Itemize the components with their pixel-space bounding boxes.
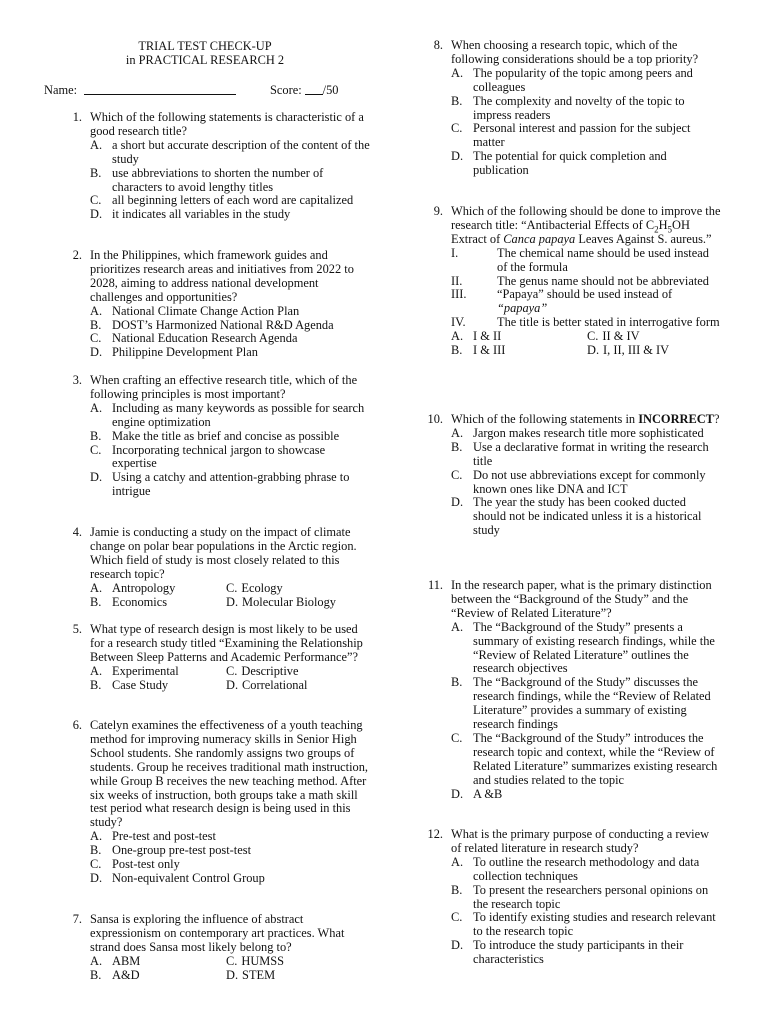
option-d[interactable]: D. Correlational — [226, 677, 308, 692]
question-5 — [60, 623, 370, 693]
question-text: Which of the following statements in INCORRECT? — [451, 412, 720, 426]
roman-statements — [451, 247, 721, 330]
option-c[interactable]: C. The “Background of the Study” introduces the research topic and context, while the “Review of Related Literature” summarizes existing research and studies related to the topic — [451, 730, 718, 787]
question-number: 3. — [72, 373, 82, 387]
question-number: 2. — [72, 248, 82, 262]
option-d[interactable]: D. I, II, III & IV — [587, 343, 670, 358]
question-number: 8. — [433, 38, 443, 52]
options-grid — [451, 330, 721, 358]
option-c[interactable]: C. Incorporating technical jargon to showcase expertise — [90, 442, 326, 471]
option-b[interactable]: B. Economics — [90, 594, 168, 609]
option-c[interactable]: C. all beginning letters of each word are capitalized — [90, 193, 354, 208]
option-a[interactable]: A. The popularity of the topic among peers and colleagues — [451, 65, 693, 94]
option-b[interactable]: B. To present the researchers personal opinions on the research topic — [451, 882, 709, 911]
question-number: 4. — [72, 525, 82, 539]
question-text: Sansa is exploring the influence of abstract expressionism on contemporary art practices. What strand does Sansa most likely belong to? — [90, 912, 345, 954]
options-grid — [90, 665, 370, 693]
name-label: Name: — [44, 83, 78, 97]
option-a[interactable]: A. Jargon makes research title more sophisticated — [451, 425, 704, 440]
statement-i: I. The chemical name should be used instead of the formula — [451, 245, 709, 274]
question-text: When crafting an effective research title, which of the following principles is most important? — [90, 373, 358, 401]
option-d[interactable]: D. Philippine Development Plan — [90, 345, 258, 360]
question-6 — [60, 719, 370, 886]
title-line-1: TRIAL TEST CHECK-UP — [138, 39, 272, 53]
question-number: 9. — [433, 204, 443, 218]
question-number: 12. — [427, 827, 443, 841]
score-label: Score: — [270, 83, 302, 97]
question-number: 1. — [72, 110, 82, 124]
option-a[interactable]: A. To outline the research methodology and data collection techniques — [451, 854, 700, 883]
options-list — [90, 139, 370, 222]
option-b[interactable]: B. use abbreviations to shorten the number of characters to avoid lengthy titles — [90, 165, 324, 194]
option-d[interactable]: D. STEM — [226, 967, 276, 982]
option-c[interactable]: C. HUMSS — [226, 953, 285, 968]
option-d[interactable]: D. The year the study has been cooked ducted should not be indicated unless it is a historical study — [451, 495, 702, 538]
options-grid — [90, 955, 370, 983]
option-c[interactable]: C. Ecology — [226, 580, 283, 595]
options-list — [90, 402, 370, 499]
question-12 — [421, 828, 721, 967]
option-d[interactable]: D. A &B — [451, 786, 503, 801]
option-c[interactable]: C. Personal interest and passion for the subject matter — [451, 121, 691, 150]
question-4 — [60, 526, 370, 609]
option-d[interactable]: D. The potential for quick completion and publication — [451, 149, 667, 178]
option-c[interactable]: C. National Education Research Agenda — [90, 331, 298, 346]
option-b[interactable]: B. DOST’s Harmonized National R&D Agenda — [90, 317, 334, 332]
options-list — [451, 427, 721, 538]
statement-iv: IV. The title is better stated in interrogative form — [451, 315, 720, 330]
option-c[interactable]: C. To identify existing studies and research relevant to the research topic — [451, 910, 716, 939]
test-title — [40, 40, 370, 68]
option-b[interactable]: B. Make the title as brief and concise as possible — [90, 428, 340, 443]
question-number: 6. — [72, 718, 82, 732]
option-d[interactable]: D. To introduce the study participants in their characteristics — [451, 938, 684, 967]
option-d[interactable]: D. Molecular Biology — [226, 594, 336, 609]
question-text: Jamie is conducting a study on the impact of climate change on polar bear populations in the Arctic region. Which field of study is most closely related to this research topic? — [90, 525, 357, 581]
question-text: What type of research design is most likely to be used for a research study titled “Examining the Relationship Between Sleep Patterns and Academic Performance”? — [90, 622, 363, 664]
option-c[interactable]: C. Do not use abbreviations except for commonly known ones like DNA and ICT — [451, 467, 706, 496]
options-list — [90, 305, 370, 361]
score-blank-line[interactable] — [305, 94, 323, 95]
option-b[interactable]: B. I & III — [451, 343, 506, 358]
question-number: 7. — [72, 912, 82, 926]
option-a[interactable]: A. Antropology — [90, 580, 176, 595]
name-field[interactable] — [44, 84, 236, 98]
question-1 — [60, 111, 370, 222]
question-9 — [421, 205, 721, 358]
question-text: In the research paper, what is the primary distinction between the “Background of the Study” and the “Review of Related Literature”? — [451, 578, 712, 620]
options-list — [451, 621, 721, 802]
options-list — [451, 856, 721, 967]
question-number: 11. — [427, 578, 443, 592]
question-text: In the Philippines, which framework guides and prioritizes research areas and initiatives from 2022 to 2028, aiming to address national development challenges and opportunities? — [90, 248, 354, 304]
option-d[interactable]: D. Non-equivalent Control Group — [90, 870, 265, 885]
question-text: When choosing a research topic, which of the following considerations should be a top priority? — [451, 38, 699, 66]
option-b[interactable]: B. Use a declarative format in writing the research title — [451, 439, 709, 468]
score-total: /50 — [322, 83, 339, 97]
question-7 — [60, 913, 370, 983]
option-a[interactable]: A. Pre-test and post-test — [90, 829, 216, 844]
question-11 — [421, 579, 721, 802]
question-3 — [60, 374, 370, 499]
statement-ii: II. The genus name should not be abbreviated — [451, 273, 709, 288]
question-10 — [421, 413, 721, 538]
option-a[interactable]: A. ABM — [90, 953, 141, 968]
option-d[interactable]: D. it indicates all variables in the study — [90, 207, 291, 222]
option-b[interactable]: B. Case Study — [90, 677, 169, 692]
statement-iii: III. “Papaya” should be used instead of “papaya” — [451, 287, 673, 316]
option-a[interactable]: A. I & II — [451, 329, 502, 344]
question-text: Which of the following should be done to improve the research title: “Antibacterial Effects of $C_2H_5OH$ Extract of Canca papaya Leaves Against S. aureus.” — [451, 204, 721, 246]
question-text: Which of the following statements is characteristic of a good research title? — [90, 110, 364, 138]
option-b[interactable]: B. The “Background of the Study” discusses the research findings, while the “Review of Related Literature” provides a summary of existing research findings — [451, 675, 711, 732]
option-c[interactable]: C. Post-test only — [90, 857, 180, 872]
question-8 — [421, 39, 721, 178]
option-d[interactable]: D. Using a catchy and attention-grabbing phrase to intrigue — [90, 470, 350, 499]
score-field[interactable] — [270, 84, 339, 98]
question-text: Catelyn examines the effectiveness of a youth teaching method for improving numeracy skills in Senior High School students. She randomly assigns two groups of students. Group he receives traditional math instruction, while Group B receives the new teaching method. After six weeks of instruction, both groups take a math skill test period what research design is being used in this study? — [90, 718, 369, 830]
option-b[interactable]: B. One-group pre-test post-test — [90, 843, 252, 858]
options-list — [451, 67, 721, 178]
options-grid — [90, 582, 370, 610]
option-a[interactable]: A. Experimental — [90, 663, 179, 678]
option-b[interactable]: B. The complexity and novelty of the topic to impress readers — [451, 93, 685, 122]
question-number: 5. — [72, 622, 82, 636]
option-a[interactable]: A. National Climate Change Action Plan — [90, 303, 300, 318]
option-a[interactable]: A. a short but accurate description of the content of the study — [90, 137, 370, 166]
options-list — [90, 830, 370, 886]
option-a[interactable]: A. The “Background of the Study” presents a summary of existing research findings, while the “Review of Related Literature” outlines the research objectives — [451, 619, 715, 676]
title-line-2: in PRACTICAL RESEARCH 2 — [125, 52, 285, 67]
option-c[interactable]: C. II & IV — [587, 329, 640, 344]
option-c[interactable]: C. Descriptive — [226, 663, 299, 678]
question-number: 10. — [427, 412, 443, 426]
question-text: What is the primary purpose of conducting a review of related literature in research study? — [451, 827, 710, 855]
name-blank-line[interactable] — [84, 94, 236, 95]
option-b[interactable]: B. A&D — [90, 967, 140, 982]
option-a[interactable]: A. Including as many keywords as possible for search engine optimization — [90, 400, 365, 429]
question-2 — [60, 249, 370, 360]
